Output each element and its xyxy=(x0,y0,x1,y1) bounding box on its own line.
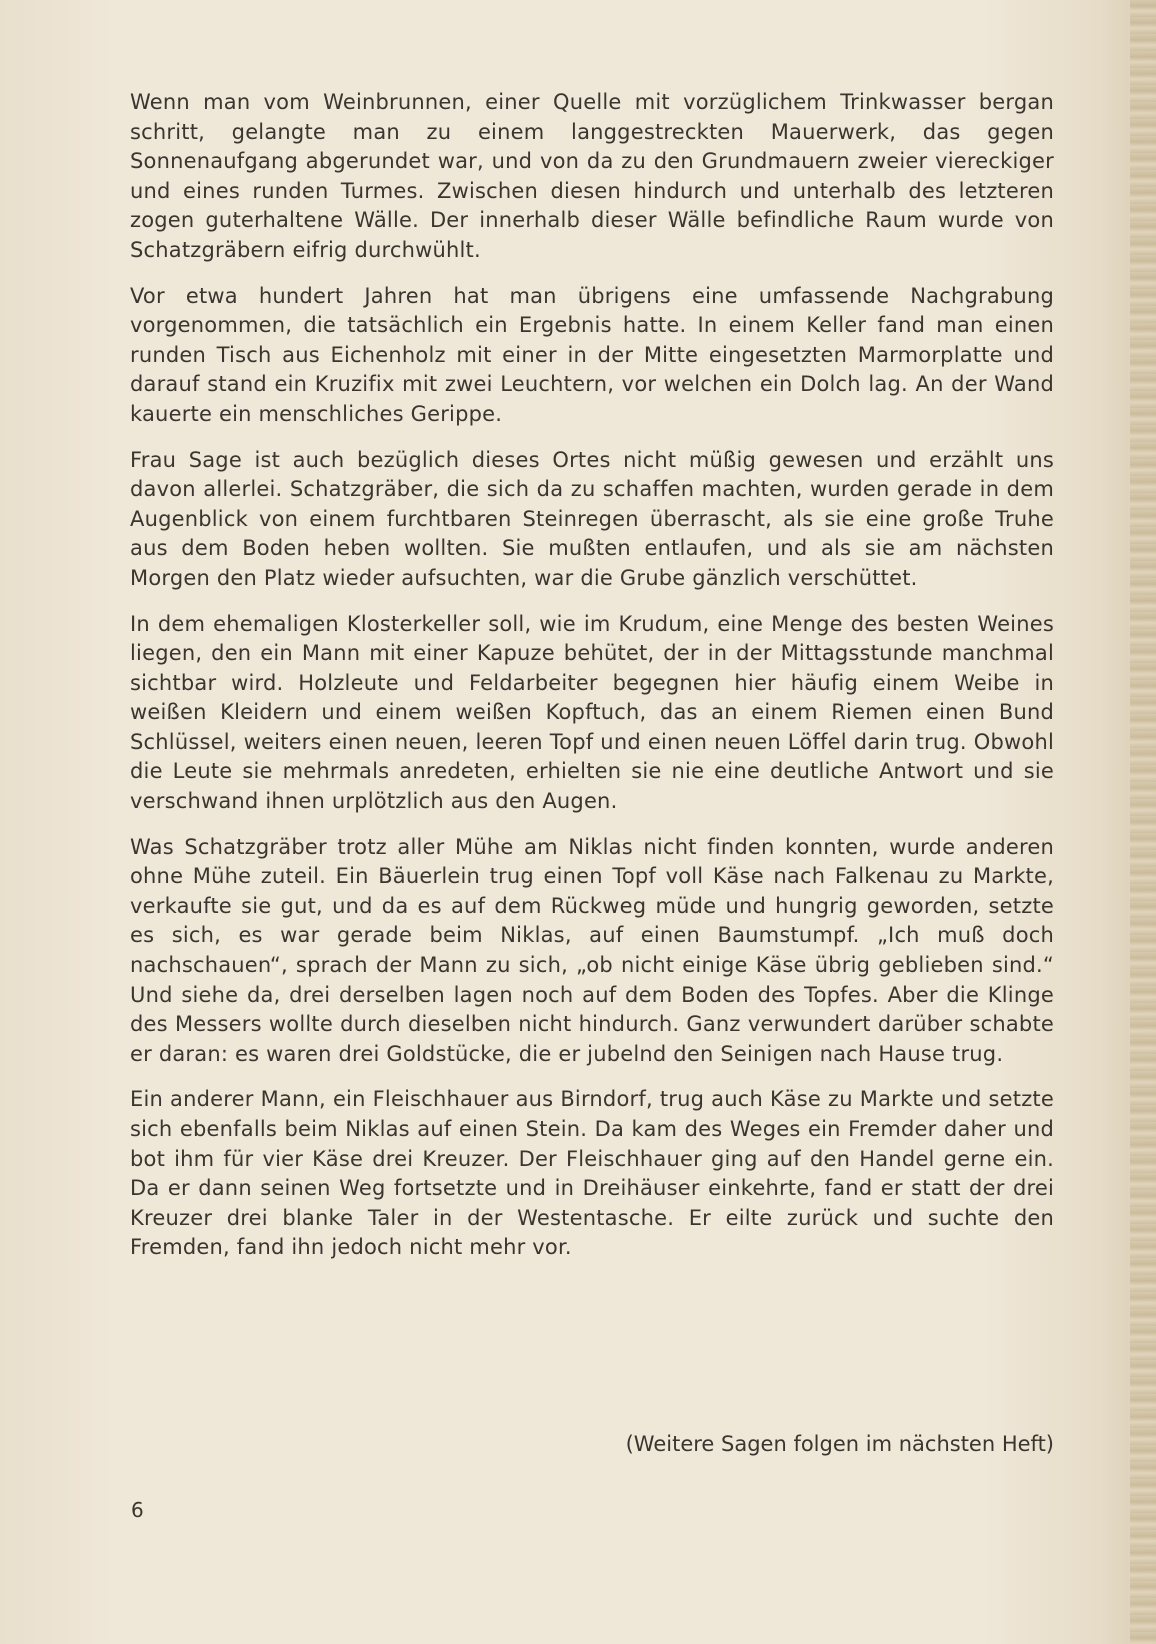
paragraph-fleischhauer: Ein anderer Mann, ein Fleischhauer aus Birndorf, trug auch Käse zu Markte und setzte sich ebenfalls beim Niklas auf einen Stein. Da kam des Weges ein Fremder daher und bot ihm für vier Käse drei Kreuzer. Der Fleischhauer ging auf den Handel gerne ein. Da er dann seinen Weg fortsetzte und in Dreihäuser einkehrte, fand er statt der drei Kreuzer drei blanke Taler in der Westentasche. Er eilte zurück und suchte den Fremden, fand ihn jedoch nicht mehr vor. xyxy=(130,1087,1054,1260)
paragraph-klosterkeller: In dem ehemaligen Klosterkeller soll, wie im Krudum, eine Menge des besten Weines liegen, den ein Mann mit einer Kapuze behütet, der in der Mittagsstunde manchmal sichtbar wird. Holzleute und Feldarbeiter begegnen hier häufig einem Weibe in weißen Kleidern und einem weißen Kopftuch, das an einem Riemen einen Bund Schlüssel, weiters einen neuen, leeren Topf und einen neuen Löffel darin trug. Obwohl die Leute sie mehrmals anredeten, erhielten sie nie eine deutliche Antwort und sie verschwand ihnen urplötzlich aus den Augen. xyxy=(130,611,1054,814)
closing-note: (Weitere Sagen folgen im nächsten Heft) xyxy=(625,1432,1054,1456)
paragraph-weinbrunnen: Wenn man vom Weinbrunnen, einer Quelle mit vorzüglichem Trinkwasser bergan schritt, gelangte man zu einem langgestreckten Mauerwerk, das gegen Sonnenaufgang abgerundet war, und von da zu den Grundmauern zweier viereckiger und eines runden Turmes. Zwischen diesen hindurch und unterhalb des letzteren zogen guterhaltene Wälle. Der innerhalb dieser Wälle befindliche Raum wurde von Schatzgräbern eifrig durchwühlt. xyxy=(130,90,1054,262)
paragraph-baeuerlein: Was Schatzgräber trotz aller Mühe am Niklas nicht finden konnten, wurde anderen ohne Mühe zuteil. Ein Bäuerlein trug einen Topf voll Käse nach Falkenau zu Markte, verkaufte sie gut, und da es auf dem Rückweg müde und hungrig geworden, setzte es sich, es war gerade beim Niklas, auf einen Baumstumpf. „Ich muß doch nachschauen“, sprach der Mann zu sich, „ob nicht einige Käse übrig geblieben sind.“ Und siehe da, drei derselben lagen noch auf dem Boden des Topfes. Aber die Klinge des Messers wollte durch dieselben nicht hindurch. Ganz verwundert darüber schabte er daran: es waren drei Goldstücke, die er jubelnd den Seinigen nach Hause trug. xyxy=(130,834,1054,1066)
article-body xyxy=(130,88,1054,1279)
paragraph-frau-sage: Frau Sage ist auch bezüglich dieses Ortes nicht müßig gewesen und erzählt uns davon allerlei. Schatzgräber, die sich da zu schaffen machten, wurden gerade in dem Augenblick von einem furchtbaren Steinregen überrascht, als sie eine große Truhe aus dem Boden heben wollten. Sie mußten entlaufen, und als sie am nächsten Morgen den Platz wieder aufsuchten, war die Grube gänzlich verschüttet. xyxy=(130,447,1054,590)
paragraph-nachgrabung: Vor etwa hundert Jahren hat man übrigens eine umfassende Nachgrabung vorgenommen, die tatsächlich ein Ergebnis hatte. In einem Keller fand man einen runden Tisch aus Eichenholz mit einer in der Mitte eingesetzten Marmorplatte und darauf stand ein Kruzifix mit zwei Leuchtern, vor welchen ein Dolch lag. An der Wand kauerte ein menschliches Gerippe. xyxy=(130,283,1054,426)
page-number: 6 xyxy=(131,1498,144,1522)
page-binding-edge xyxy=(1130,0,1156,1644)
